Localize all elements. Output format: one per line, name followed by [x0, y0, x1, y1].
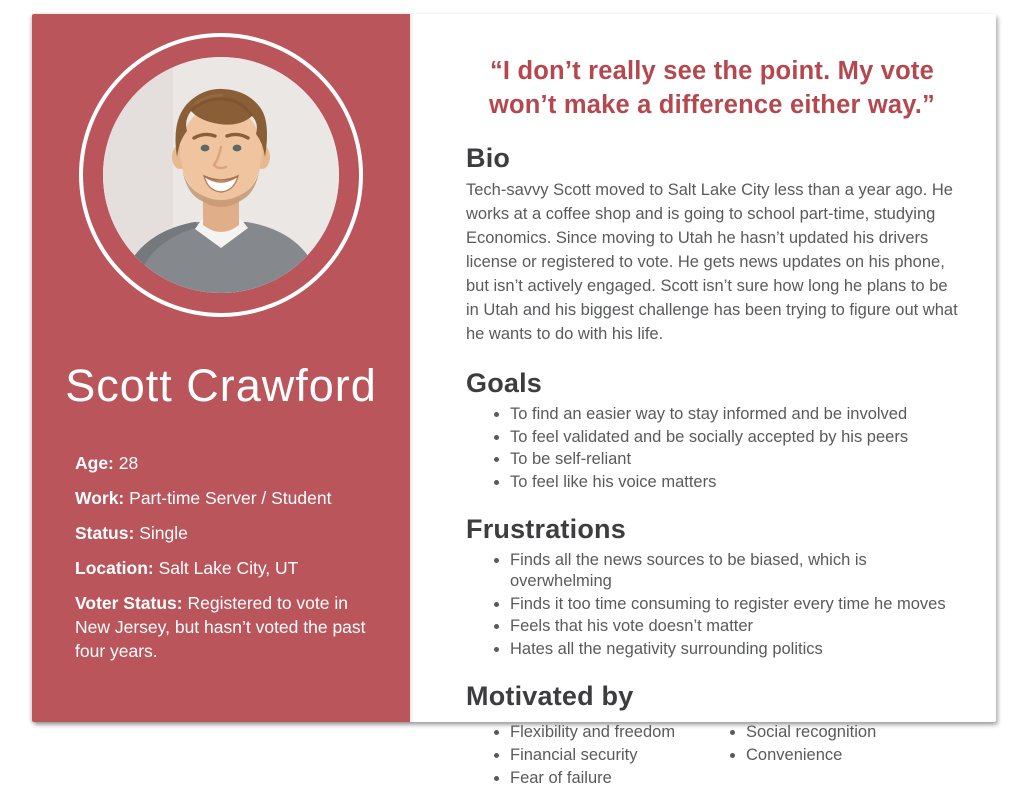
detail-value: Salt Lake City, UT [158, 557, 299, 578]
section-frustrations [466, 514, 958, 660]
persona-details [75, 451, 376, 664]
motivated-by-heading: Motivated by [466, 680, 634, 711]
detail-row-age [75, 451, 376, 475]
detail-row-location [75, 556, 376, 580]
motivated-by-list-col2 [716, 722, 876, 790]
detail-label: Status: [75, 522, 135, 543]
motivated-by-columns [466, 717, 958, 790]
persona-content [410, 14, 996, 787]
man-portrait-illustration [103, 57, 339, 293]
profile-photo [103, 57, 339, 293]
list-item: • To find an easier way to stay informed and be involved [510, 404, 958, 425]
frustrations-list [466, 550, 958, 660]
motivated-by-list-col1 [466, 722, 716, 790]
detail-label: Age: [75, 452, 114, 473]
list-item: • Fear of failure [510, 768, 716, 789]
section-goals [466, 368, 958, 493]
list-item: • Convenience [746, 745, 876, 766]
detail-value: Registered to vote in New Jersey, but hasn’t voted the past four years. [75, 593, 366, 662]
list-item: • Feels that his vote doesn’t matter [510, 616, 958, 637]
bio-heading: Bio [466, 143, 511, 174]
list-item: • Hates all the negativity surrounding politics [510, 639, 958, 660]
detail-value: 28 [118, 452, 139, 473]
section-motivated-by [466, 681, 958, 790]
list-item: • Finds all the news sources to be biased, which is overwhelming [510, 550, 958, 592]
persona-quote: “I don’t really see the point. My vote won’t make a difference either way.” [488, 57, 936, 119]
detail-row-work [75, 486, 376, 510]
persona-card [32, 14, 996, 787]
detail-row-status [75, 521, 376, 545]
section-bio [466, 143, 958, 347]
list-item: • Finds it too time consuming to register every time he moves [510, 594, 958, 615]
detail-label: Voter Status: [75, 593, 183, 614]
list-item: • To feel validated and be socially accepted by his peers [510, 427, 958, 448]
list-item: • To be self-reliant [510, 449, 958, 470]
persona-name: Scott Crawford [65, 360, 377, 411]
detail-row-voter-status [75, 591, 376, 663]
sidebar [32, 14, 410, 722]
list-item: • Financial security [510, 745, 716, 766]
list-item: • To feel like his voice matters [510, 472, 958, 493]
goals-heading: Goals [466, 367, 543, 398]
detail-value: Single [139, 522, 188, 543]
detail-label: Location: [75, 557, 154, 578]
detail-value: Part-time Server / Student [129, 487, 332, 508]
goals-list [466, 404, 958, 493]
list-item: • Flexibility and freedom [510, 722, 716, 743]
bio-text: Tech-savvy Scott moved to Salt Lake City less than a year ago. He works at a coffee shop and is going to school part-time, studying Economics. Since moving to Utah he hasn’t updated his drivers license or registered to vote. He gets news updates on his phone, but isn’t actively engaged. Scott isn’t sure how long he plans to be in Utah and his biggest challenge has been trying to figure out what he wants to do with his life. [466, 181, 958, 343]
list-item: • Social recognition [746, 722, 876, 743]
frustrations-heading: Frustrations [466, 513, 626, 544]
profile-photo-frame [79, 33, 363, 317]
detail-label: Work: [75, 487, 125, 508]
